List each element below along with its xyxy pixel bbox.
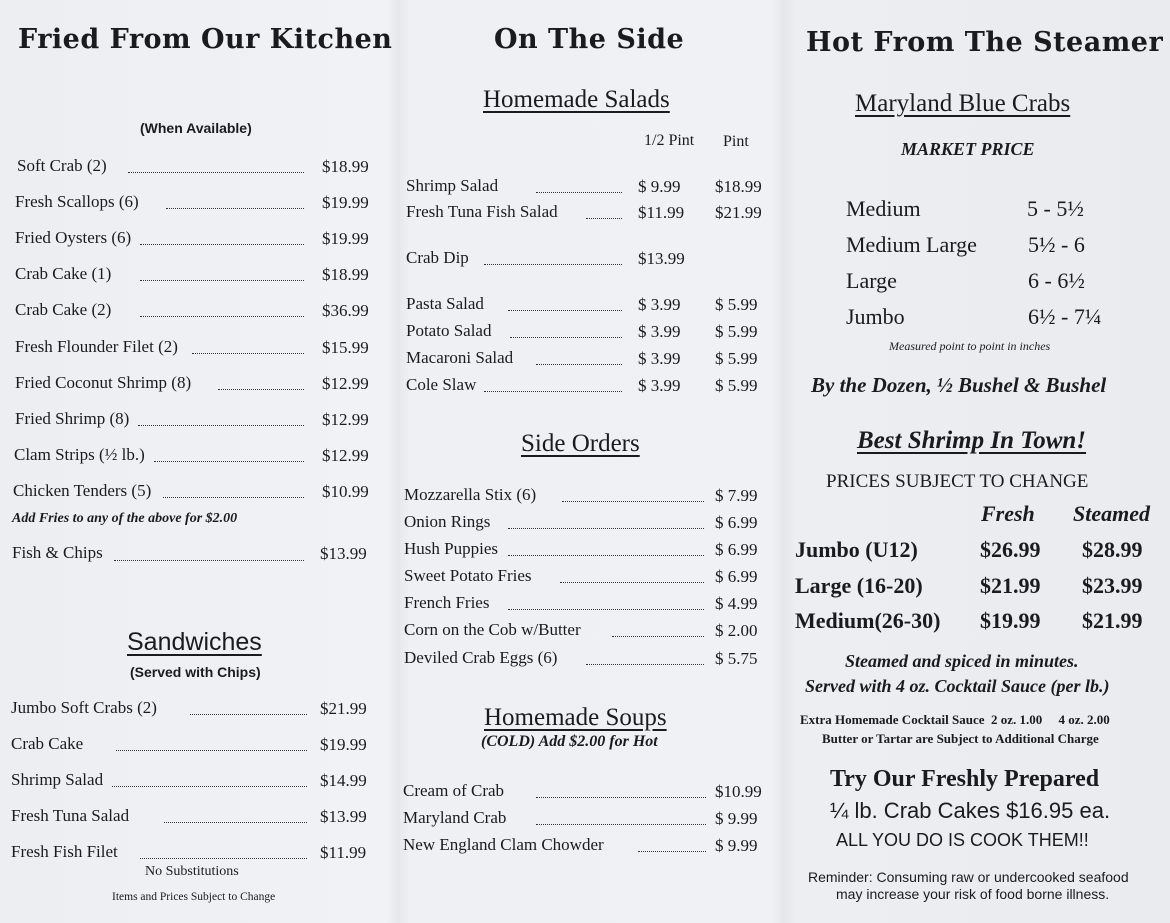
no-substitutions-note: No Substitutions bbox=[145, 864, 239, 879]
cocktail-sauce-note: Served with 4 oz. Cocktail Sauce (per lb.) bbox=[805, 676, 1110, 696]
dot-leader bbox=[190, 714, 307, 715]
menu-item-name: Maryland Crab bbox=[403, 808, 507, 827]
crab-size-name: Jumbo bbox=[846, 304, 905, 329]
crab-size-name: Large bbox=[846, 268, 897, 293]
dot-leader bbox=[508, 555, 704, 556]
dot-leader bbox=[166, 208, 304, 209]
pint-price: $18.99 bbox=[715, 177, 762, 196]
half-pint-price: $ 9.99 bbox=[638, 177, 681, 196]
when-available-note: (When Available) bbox=[140, 120, 252, 136]
crab-size-range: 5½ - 6 bbox=[1028, 232, 1085, 257]
menu-item-price: $14.99 bbox=[320, 771, 367, 790]
menu-item-price: $12.99 bbox=[322, 410, 369, 429]
half-pint-price: $13.99 bbox=[638, 249, 685, 268]
salads-title: Homemade Salads bbox=[483, 86, 670, 113]
menu-item-name: Hush Puppies bbox=[404, 539, 498, 558]
steamed-price: $21.99 bbox=[1082, 608, 1143, 633]
menu-item-price: $15.99 bbox=[322, 338, 369, 357]
menu-item-name: Chicken Tenders (5) bbox=[13, 481, 152, 500]
menu-item-name: Jumbo Soft Crabs (2) bbox=[11, 698, 157, 717]
pint-price: $ 5.99 bbox=[715, 349, 758, 368]
half-pint-price: $ 3.99 bbox=[638, 322, 681, 341]
crab-size-name: Medium Large bbox=[846, 232, 977, 257]
menu-item-price: $13.99 bbox=[320, 807, 367, 826]
menu-item-name: Fresh Tuna Salad bbox=[11, 806, 130, 825]
dot-leader bbox=[112, 786, 307, 787]
menu-item-price: $10.99 bbox=[715, 782, 762, 801]
fresh-price: $21.99 bbox=[980, 573, 1041, 598]
dot-leader bbox=[536, 364, 622, 365]
best-shrimp-title: Best Shrimp In Town! bbox=[857, 427, 1087, 454]
fries-note: Add Fries to any of the above for $2.00 bbox=[12, 511, 238, 526]
pint-header: Pint bbox=[723, 133, 749, 150]
dot-leader bbox=[562, 501, 704, 502]
menu-item-name: Fish & Chips bbox=[12, 543, 103, 562]
menu-item-price: $ 5.75 bbox=[715, 649, 758, 668]
menu-item-name: Crab Cake (1) bbox=[15, 264, 112, 283]
menu-item-price: $18.99 bbox=[322, 265, 369, 284]
menu-item-price: $ 6.99 bbox=[715, 567, 758, 586]
on-the-side-title: On The Side bbox=[494, 24, 685, 55]
menu-item-name: Soft Crab (2) bbox=[17, 156, 107, 175]
crab-size-range: 6 - 6½ bbox=[1028, 268, 1085, 293]
menu-item-price: $ 4.99 bbox=[715, 594, 758, 613]
menu-item-name: Fried Coconut Shrimp (8) bbox=[15, 373, 192, 392]
menu-item-price: $12.99 bbox=[322, 374, 369, 393]
dot-leader bbox=[116, 750, 307, 751]
dot-leader bbox=[218, 389, 304, 390]
soups-note: (COLD) Add $2.00 for Hot bbox=[481, 733, 658, 750]
steamed-column-header: Steamed bbox=[1073, 501, 1150, 526]
dot-leader bbox=[114, 560, 304, 561]
menu-item-name: Fresh Fish Filet bbox=[11, 842, 118, 861]
menu-item-price: $19.99 bbox=[322, 229, 369, 248]
crab-size-range: 6½ - 7¼ bbox=[1028, 304, 1102, 329]
prices-subject-change: PRICES SUBJECT TO CHANGE bbox=[826, 471, 1089, 492]
steamed-spiced-note: Steamed and spiced in minutes. bbox=[845, 651, 1079, 671]
try-freshly-prepared: Try Our Freshly Prepared bbox=[830, 766, 1100, 792]
menu-item-name: Cream of Crab bbox=[403, 781, 505, 800]
menu-item-price: $36.99 bbox=[322, 301, 369, 320]
menu-item-name: Shrimp Salad bbox=[11, 770, 104, 789]
pint-price: $ 5.99 bbox=[715, 295, 758, 314]
pint-price: $21.99 bbox=[715, 203, 762, 222]
menu-item-name: Sweet Potato Fries bbox=[404, 566, 532, 585]
menu-item-name: Corn on the Cob w/Butter bbox=[404, 620, 581, 639]
menu-item-name: Cole Slaw bbox=[406, 375, 477, 394]
dot-leader bbox=[586, 218, 622, 219]
shrimp-size: Medium(26-30) bbox=[795, 608, 941, 633]
cook-them-note: ALL YOU DO IS COOK THEM!! bbox=[836, 830, 1089, 850]
menu-item-price: $ 6.99 bbox=[715, 540, 758, 559]
menu-item-name: Potato Salad bbox=[406, 321, 492, 340]
menu-item-name: Mozzarella Stix (6) bbox=[404, 485, 537, 504]
menu-item-price: $ 9.99 bbox=[715, 809, 758, 828]
half-pint-price: $ 3.99 bbox=[638, 349, 681, 368]
menu-item-price: $18.99 bbox=[322, 157, 369, 176]
menu-item-name: Fresh Scallops (6) bbox=[15, 192, 139, 211]
menu-item-name: Fried Oysters (6) bbox=[15, 228, 132, 247]
dot-leader bbox=[586, 664, 704, 665]
fresh-price: $19.99 bbox=[980, 608, 1041, 633]
dot-leader bbox=[484, 391, 622, 392]
dot-leader bbox=[128, 172, 304, 173]
dot-leader bbox=[508, 310, 622, 311]
menu-item-name: Pasta Salad bbox=[406, 294, 484, 313]
menu-item-price: $ 7.99 bbox=[715, 486, 758, 505]
dot-leader bbox=[140, 280, 304, 281]
menu-item-name: Crab Dip bbox=[406, 248, 469, 267]
menu-item-price: $13.99 bbox=[320, 544, 367, 563]
soups-title: Homemade Soups bbox=[484, 704, 667, 731]
dot-leader bbox=[560, 582, 704, 583]
steamer-title: Hot From The Steamer bbox=[806, 27, 1164, 58]
menu-item-price: $12.99 bbox=[322, 446, 369, 465]
menu-item-price: $10.99 bbox=[322, 482, 369, 501]
shrimp-size: Large (16-20) bbox=[795, 573, 923, 598]
dot-leader bbox=[163, 497, 304, 498]
menu-item-name: Crab Cake (2) bbox=[15, 300, 112, 319]
fried-kitchen-title: Fried From Our Kitchen bbox=[18, 24, 393, 55]
dot-leader bbox=[164, 822, 307, 823]
half-pint-price: $ 3.99 bbox=[638, 376, 681, 395]
dot-leader bbox=[140, 244, 304, 245]
dot-leader bbox=[508, 528, 704, 529]
menu-item-name: Deviled Crab Eggs (6) bbox=[404, 648, 558, 667]
dot-leader bbox=[638, 851, 706, 852]
menu-item-name: Fried Shrimp (8) bbox=[15, 409, 130, 428]
menu-item-name: Clam Strips (½ lb.) bbox=[14, 445, 145, 464]
butter-tartar-note: Butter or Tartar are Subject to Additional Charge bbox=[822, 731, 1099, 746]
fresh-column-header: Fresh bbox=[981, 501, 1035, 526]
menu-item-name: Onion Rings bbox=[404, 512, 491, 531]
dozen-bushel-note: By the Dozen, ½ Bushel & Bushel bbox=[811, 373, 1107, 397]
pint-price: $ 5.99 bbox=[715, 376, 758, 395]
sandwiches-title: Sandwiches bbox=[127, 628, 262, 656]
dot-leader bbox=[138, 425, 304, 426]
prices-change-footer: Items and Prices Subject to Change bbox=[112, 891, 276, 903]
extra-sauce-note: Extra Homemade Cocktail Sauce 2 oz. 1.00 4 oz. 2.00 bbox=[800, 712, 1110, 727]
measured-note: Measured point to point in inches bbox=[889, 339, 1051, 353]
menu-item-name: Shrimp Salad bbox=[406, 176, 499, 195]
dot-leader bbox=[140, 858, 307, 859]
menu-item-price: $19.99 bbox=[320, 735, 367, 754]
menu-item-price: $ 2.00 bbox=[715, 621, 758, 640]
crab-size-range: 5 - 5½ bbox=[1027, 196, 1084, 221]
menu-item-price: $21.99 bbox=[320, 699, 367, 718]
blue-crabs-title: Maryland Blue Crabs bbox=[855, 90, 1071, 117]
market-price-label: MARKET PRICE bbox=[901, 139, 1035, 159]
menu-item-price: $11.99 bbox=[320, 843, 367, 862]
side-orders-title: Side Orders bbox=[521, 430, 640, 457]
dot-leader bbox=[612, 636, 704, 637]
dot-leader bbox=[508, 609, 704, 610]
steamed-price: $23.99 bbox=[1082, 573, 1143, 598]
dot-leader bbox=[536, 192, 622, 193]
steamed-price: $28.99 bbox=[1082, 537, 1143, 562]
menu-item-price: $ 9.99 bbox=[715, 836, 758, 855]
dot-leader bbox=[536, 824, 706, 825]
crab-size-name: Medium bbox=[846, 196, 921, 221]
menu-item-name: New England Clam Chowder bbox=[403, 835, 604, 854]
reminder-line-2: may increase your risk of food borne illness. bbox=[836, 886, 1110, 902]
reminder-line-1: Reminder: Consuming raw or undercooked seafood bbox=[808, 869, 1129, 885]
menu-item-price: $ 6.99 bbox=[715, 513, 758, 532]
menu-item-name: French Fries bbox=[404, 593, 490, 612]
sandwiches-note: (Served with Chips) bbox=[130, 664, 261, 680]
dot-leader bbox=[192, 353, 304, 354]
menu-item-name: Crab Cake bbox=[11, 734, 84, 753]
menu-item-price: $19.99 bbox=[322, 193, 369, 212]
dot-leader bbox=[154, 461, 304, 462]
menu-item-name: Fresh Flounder Filet (2) bbox=[15, 337, 178, 356]
dot-leader bbox=[536, 797, 706, 798]
pint-price: $ 5.99 bbox=[715, 322, 758, 341]
menu-item-name: Fresh Tuna Fish Salad bbox=[406, 202, 558, 221]
dot-leader bbox=[510, 337, 622, 338]
half-pint-price: $ 3.99 bbox=[638, 295, 681, 314]
menu-item-name: Macaroni Salad bbox=[406, 348, 514, 367]
dot-leader bbox=[140, 316, 304, 317]
half-pint-header: 1/2 Pint bbox=[644, 132, 695, 149]
dot-leader bbox=[484, 264, 622, 265]
shrimp-size: Jumbo (U12) bbox=[795, 537, 918, 562]
fresh-price: $26.99 bbox=[980, 537, 1041, 562]
half-pint-price: $11.99 bbox=[638, 203, 685, 222]
crab-cakes-offer: ¼ lb. Crab Cakes $16.95 ea. bbox=[830, 798, 1111, 823]
